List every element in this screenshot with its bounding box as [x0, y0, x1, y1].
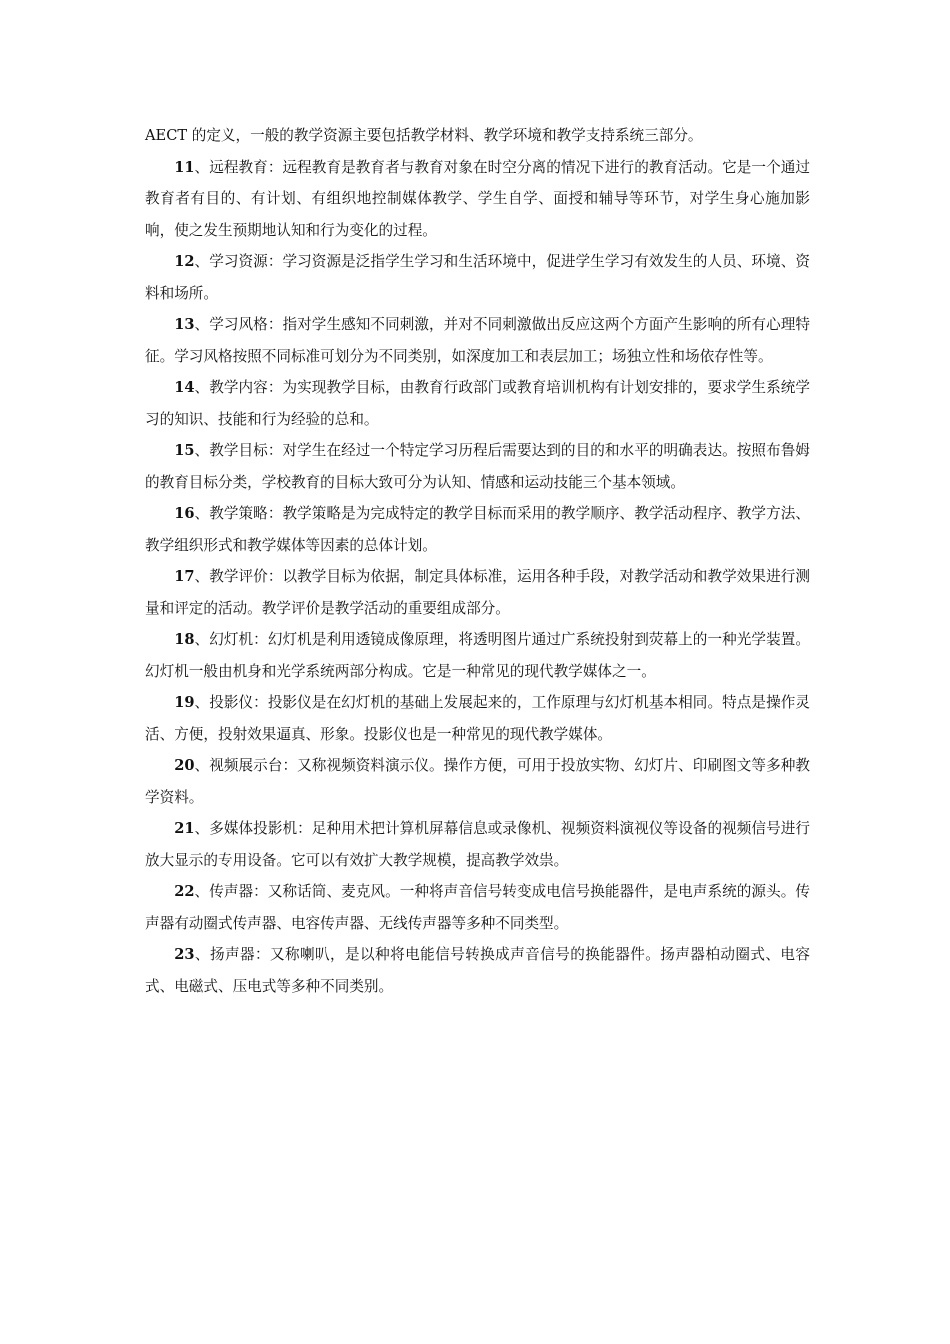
entry-separator: 、: [194, 316, 210, 333]
entry-number: 12: [174, 253, 195, 270]
entry-separator: 、: [194, 883, 210, 900]
definition-entry-14: [145, 372, 810, 435]
entry-number: 22: [174, 883, 195, 900]
entry-text: 学习资源：学习资源是泛指学生学习和生活环境中，促进学生学习有效发生的人员、环境、资料和场所。: [145, 253, 810, 302]
entry-separator: 、: [194, 158, 210, 176]
definition-entry-11: [145, 152, 810, 247]
definition-entry-18: [145, 624, 810, 687]
entry-separator: 、: [194, 757, 210, 774]
definition-entry-21: [145, 813, 810, 876]
definition-entry-15: [145, 435, 810, 498]
definition-entry-20: [145, 750, 810, 813]
definition-entry-17: [145, 561, 810, 624]
entry-text: 传声器：又称话筒、麦克风。一种将声音信号转变成电信号换能器件，是电声系统的源头。传声器有动圈式传声器、电容传声器、无线传声器等多种不同类型。: [145, 883, 810, 932]
entry-separator: 、: [194, 253, 210, 270]
definition-entry-13: [145, 309, 810, 372]
entry-separator: 、: [194, 820, 210, 837]
entry-text: 多媒体投影机：足种用术把计算机屏幕信息或录像机、视频资料演视仪等设备的视频信号进行放大显示的专用设备。它可以有效扩大教学规模，提高教学效祟。: [145, 820, 810, 869]
entry-number: 19: [174, 694, 195, 711]
definition-entry-22: [145, 876, 810, 939]
intro-paragraph: AECT 的定义，一般的教学资源主要包括教学材料、教学环境和教学支持系统三部分。: [145, 127, 703, 144]
document-page: [145, 120, 810, 1002]
entry-text: 教学策略：教学策略是为完成特定的教学目标而采用的教学顺序、教学活动程序、教学方法、教学组织形式和教学媒体等因素的总体计划。: [145, 505, 810, 554]
definition-entry-19: [145, 687, 810, 750]
entry-number: 17: [174, 568, 195, 585]
entry-separator: 、: [194, 694, 210, 711]
entry-separator: 、: [194, 568, 210, 585]
definition-entry-12: [145, 246, 810, 309]
entry-text: 学习风格：指对学生感知不同刺激，并对不同刺激做出反应这两个方面产生影响的所有心理特征。学习风格按照不同标准可划分为不同类别，如深度加工和表层加工；场独立性和场依存性等。: [145, 316, 810, 365]
entry-number: 13: [174, 316, 195, 333]
entry-text: 投影仪：投影仪是在幻灯机的基础上发展起来的，工作原理与幻灯机基本相同。特点是操作灵活、方便，投射效果逼真、形象。投影仪也是一种常见的现代教学媒体。: [145, 694, 810, 743]
entry-number: 15: [174, 442, 195, 459]
entry-text: 远程教育：远程教育是教育者与教育对象在时空分离的情况下进行的教育活动。它是一个通过教育者有目的、有计划、有组织地控制媒体教学、学生自学、面授和辅导等环节，对学生身心施加影响，使之发生预期地认知和行为变化的过程。: [145, 158, 810, 239]
entry-separator: 、: [194, 379, 210, 396]
entry-text: 视频展示台：又称视频资料演示仪。操作方便，可用于投放实物、幻灯片、印刷图文等多种教学资料。: [145, 757, 810, 806]
entry-separator: 、: [194, 505, 210, 522]
entry-separator: 、: [194, 631, 210, 648]
entry-text: 教学内容：为实现教学目标，由教育行政部门或教育培训机构有计划安排的，要求学生系统学习的知识、技能和行为经验的总和。: [145, 379, 810, 428]
entry-number: 23: [174, 946, 195, 963]
entry-separator: 、: [194, 946, 210, 963]
entry-separator: 、: [194, 442, 210, 459]
entry-number: 11: [174, 158, 195, 176]
definition-entry-16: [145, 498, 810, 561]
definition-entry-23: [145, 939, 810, 1002]
entry-number: 21: [174, 820, 195, 837]
entry-text: 扬声器：又称喇叭，是以种将电能信号转换成声音信号的换能器件。扬声器柏动圈式、电容式、电磁式、压电式等多种不同类别。: [145, 946, 810, 995]
entry-text: 教学目标：对学生在经过一个特定学习历程后需要达到的目的和水平的明确表达。按照布鲁姆的教育目标分类，学校教育的目标大致可分为认知、情感和运动技能三个基本领域。: [145, 442, 810, 491]
entry-number: 16: [174, 505, 195, 522]
entry-number: 18: [174, 631, 195, 648]
entry-number: 14: [174, 379, 195, 396]
entry-text: 幻灯机：幻灯机是利用透镜成像原理，将透明图片通过广系统投射到荧幕上的一种光学装置。幻灯机一般由机身和光学系统两部分构成。它是一种常见的现代教学媒体之一。: [145, 631, 810, 680]
entry-text: 教学评价：以教学目标为依据，制定具体标准，运用各种手段，对教学活动和教学效果进行测量和评定的活动。教学评价是教学活动的重要组成部分。: [145, 568, 810, 617]
entry-number: 20: [174, 757, 195, 774]
